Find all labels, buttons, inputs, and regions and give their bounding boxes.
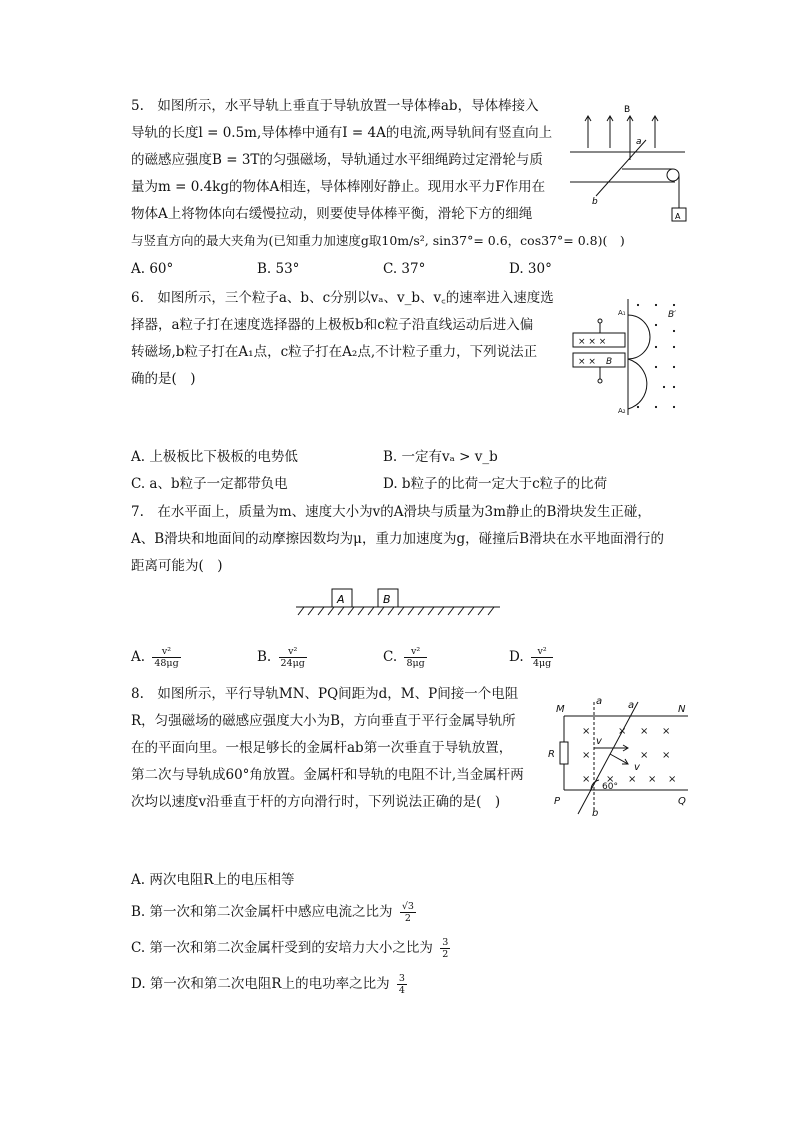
q8-fig-label-R: R [548,749,555,760]
q7-option-c [383,646,427,669]
q5-line-4: 量为m = 0.4kg的物体A相连，导体棒刚好静止。现用水平力F作用在 [131,179,546,195]
q8-option-c [131,937,450,960]
svg-text:×: × [662,726,671,737]
q8-fig-label-b: b [592,808,599,819]
q8-option-b-label: B. 第一次和第二次金属杆中感应电流之比为 [131,904,393,920]
svg-text:×: × [628,774,637,785]
q5-fig-label-a: a [636,137,642,147]
q6-option-a: A. 上极板比下极板的电势低 [131,449,298,465]
q8-option-a-label: A. 两次电阻R上的电压相等 [131,872,295,888]
svg-text:× × ×: × × × [578,337,607,347]
q7-option-c-label: C. [383,649,398,665]
svg-text:×: × [640,726,649,737]
q8-fig-label-N: N [678,704,686,715]
q6-line-4: 确的是( ) [131,371,196,387]
q7-line-1: 7. 在水平面上，质量为m、速度大小为v的A滑块与质量为3m静止的B滑块发生正碰， [131,504,651,520]
q8-line-2: R，匀强磁场的磁感应强度大小为B，方向垂直于平行金属导轨所 [131,713,516,729]
q8-fig-label-P: P [554,796,561,807]
q6-line-1: 6. 如图所示，三个粒子a、b、c分别以vₐ、v_b、v꜀的速率进入速度选 [131,290,554,306]
q5-line-6: 与竖直方向的最大夹角为(已知重力加速度g取10m/s², sin37°= 0.6，cos37°= 0.8)( ) [131,233,625,248]
q5-option-b: B. 53° [257,261,300,277]
q8-option-d [131,973,407,996]
svg-text:×: × [618,726,627,737]
q8-fig-label-angle: 60° [602,782,618,792]
q6-option-c: C. a、b粒子一定都带负电 [131,476,288,492]
q7-fig-label-B: B [383,593,391,606]
q6-fig-label-Bp: B′ [668,310,677,320]
q7-line-2: A、B滑块和地面间的动摩擦因数均为μ，重力加速度为g，碰撞后B滑块在水平地面滑行的 [131,531,665,547]
q8-fig-label-M: M [556,704,565,715]
q5-line-5: 物体A上将物体向右缓慢拉动，则要使导体棒平衡，滑轮下方的细绳 [131,206,533,222]
q7-option-d-fraction: $\frac{\text{v²}}{4\mu g}$ [532,646,552,669]
q6-fig-label-A2: A₂ [618,407,626,415]
q8-line-1: 8. 如图所示，平行导轨MN、PQ间距为d，M、P间接一个电阻 [131,686,519,702]
q7-option-b-fraction: $\frac{\text{v²}}{24\mu g}$ [280,646,305,669]
q5-fig-label-B: B [624,105,631,115]
q8-fig-label-Q: Q [678,796,686,807]
q7-figure [294,585,504,617]
q5-option-a: A. 60° [131,261,174,277]
q5-fig-label-b: b [592,197,598,207]
svg-text:×: × [582,774,591,785]
q7-option-a-fraction: $\frac{\text{v²}}{48\mu g}$ [154,646,179,669]
q8-option-a [131,870,295,890]
q8-line-5: 次均以速度v沿垂直于杆的方向滑行时，下列说法正确的是( ) [131,794,501,810]
svg-text:×: × [662,750,671,761]
q8-option-c-label: C. 第一次和第二次金属杆受到的安培力大小之比为 [131,940,433,956]
q5-option-d: D. 30° [509,261,552,277]
svg-text:×: × [668,774,677,785]
q8-fig-label-v1: v [596,736,602,747]
q7-option-d [509,646,553,669]
q8-option-c-fraction: $\frac{3}{2}$ [442,937,449,960]
q8-option-b [131,901,416,924]
q7-option-d-label: D. [509,649,524,665]
q5-line-3: 的磁感应强度B = 3T的匀强磁场，导轨通过水平细绳跨过定滑轮与质 [131,152,543,168]
q8-figure [548,694,694,822]
q7-option-a-label: A. [131,649,146,665]
svg-text:×: × [606,774,615,785]
q8-line-4: 第二次与导轨成60°角放置。金属杆和导轨的电阻不计,当金属杆两 [131,767,524,783]
q7-fig-label-A: A [337,593,345,606]
q5-option-c: C. 37° [383,261,426,277]
q7-option-b [257,646,307,669]
q5-fig-label-A: A [675,212,681,221]
q5-figure [560,100,695,230]
q6-line-3: 转磁场,b粒子打在A₁点，c粒子打在A₂点,不计粒子重力，下列说法正 [131,344,538,360]
q6-option-b: B. 一定有vₐ > v_b [383,449,498,465]
q7-option-b-label: B. [257,649,272,665]
q6-figure [568,295,688,420]
q8-option-d-fraction: $\frac{3}{4}$ [398,973,405,996]
q8-fig-label-v2: v [634,762,640,773]
q6-option-d: D. b粒子的比荷一定大于c粒子的比荷 [383,476,608,492]
q8-option-b-fraction: $\frac{√3}{2}$ [401,901,414,924]
q8-fig-label-a-rod: a [628,700,635,711]
q7-option-a [131,646,181,669]
q7-option-c-fraction: $\frac{\text{v²}}{8\mu g}$ [406,646,425,669]
q6-fig-label-A1: A₁ [618,309,626,317]
svg-text:×: × [648,774,657,785]
q8-line-3: 在的平面向里。一根足够长的金属杆ab第一次垂直于导轨放置， [131,740,513,756]
svg-text:× ×: × × [578,357,596,367]
q7-line-3: 距离可能为( ) [131,558,223,574]
q8-option-d-label: D. 第一次和第二次电阻R上的电功率之比为 [131,976,390,992]
q5-line-1: 5. 如图所示，水平导轨上垂直于导轨放置一导体棒ab，导体棒接入 [131,98,539,114]
q8-fig-label-a-top: a [596,696,603,707]
q6-fig-label-B: B [606,357,613,367]
svg-text:×: × [640,750,649,761]
q5-line-2: 导轨的长度l = 0.5m,导体棒中通有I = 4A的电流,两导轨间有竖直向上 [131,125,553,141]
svg-text:×: × [582,726,591,737]
svg-text:×: × [582,750,591,761]
q6-line-2: 择器，a粒子打在速度选择器的上极板b和c粒子沿直线运动后进入偏 [131,317,534,333]
